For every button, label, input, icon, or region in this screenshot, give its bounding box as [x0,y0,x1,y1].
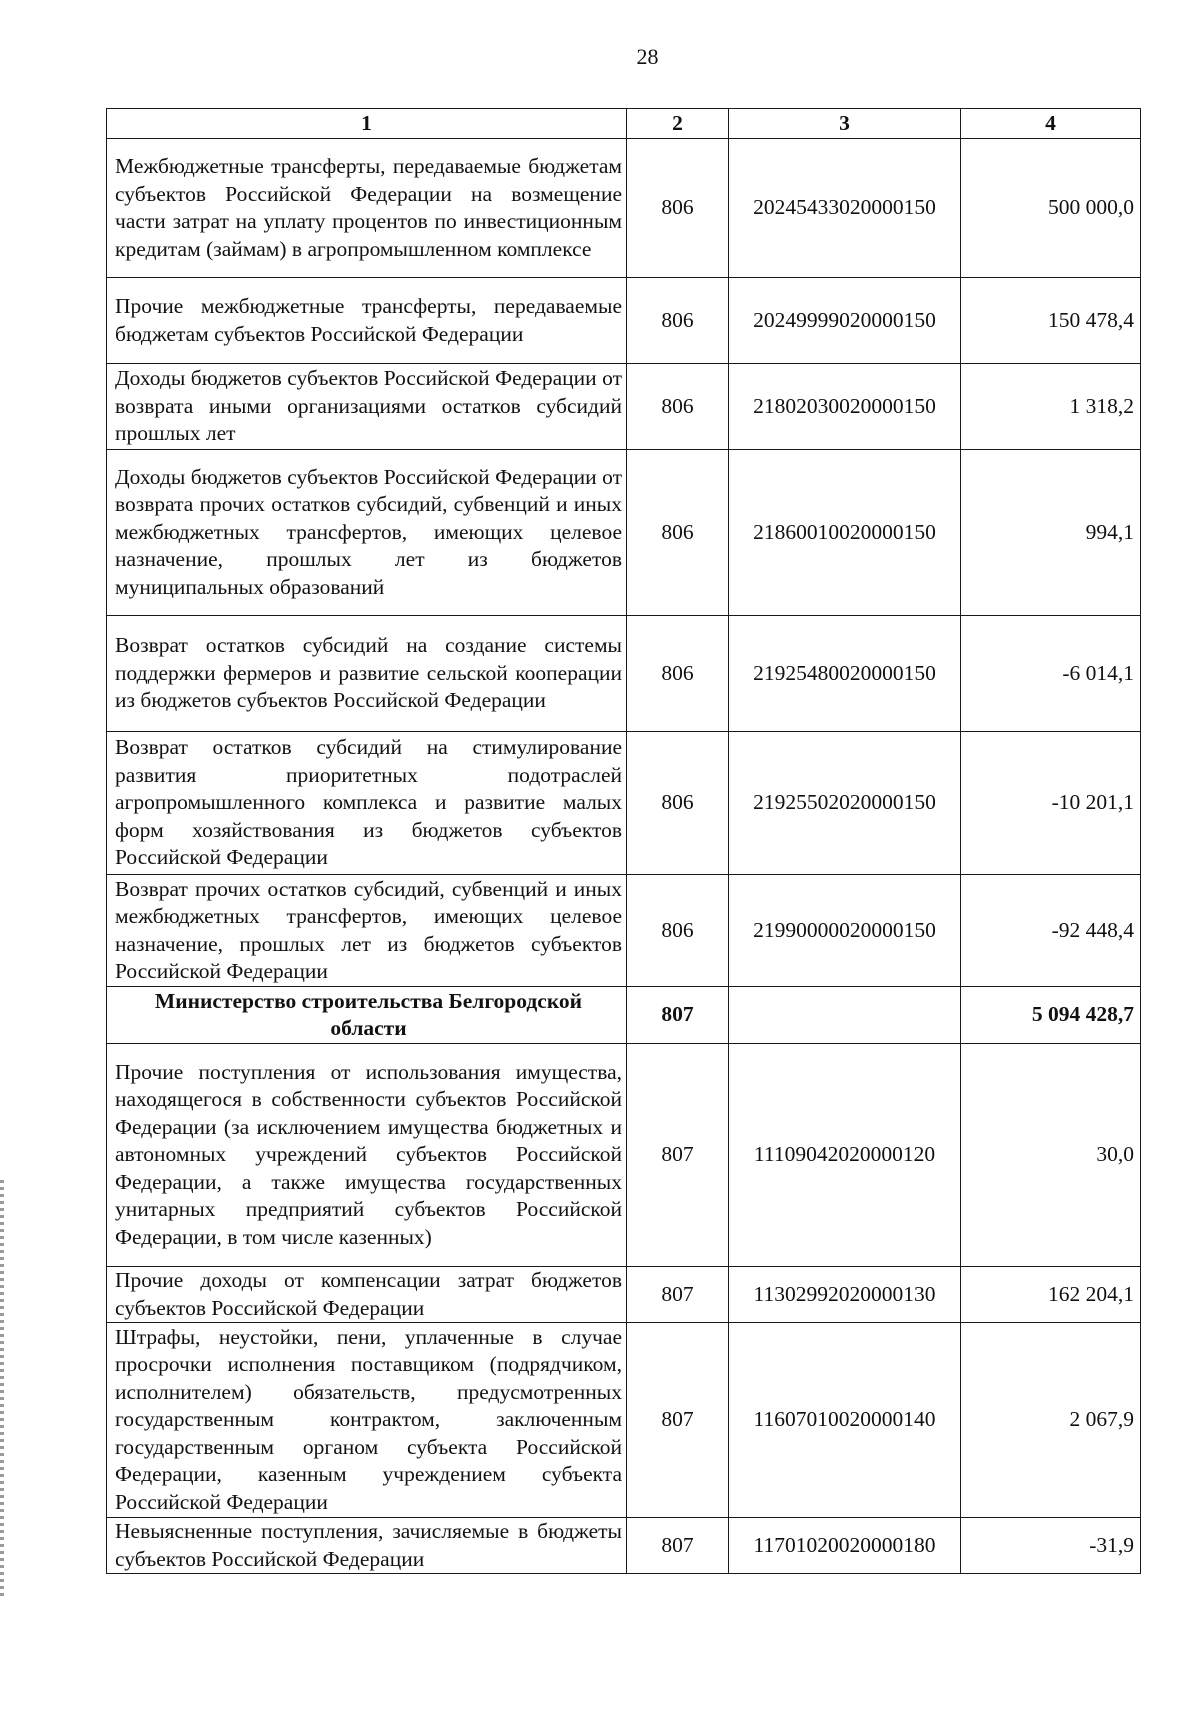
amount-cell: 2 067,9 [961,1323,1141,1518]
administrator-code-cell: 807 [627,1267,729,1323]
table-row [107,364,1141,450]
column-header-1: 1 [107,109,627,139]
amount-cell: 994,1 [961,450,1141,616]
scan-edge-mark [0,1180,4,1600]
amount-cell: -31,9 [961,1518,1141,1574]
table-row [107,732,1141,875]
administrator-code-cell: 806 [627,875,729,987]
revenue-name-cell: Межбюджетные трансферты, передаваемые бюджетам субъектов Российской Федерации на возмещение части затрат на уплату процентов по инвестиционным кредитам (займам) в агропромышленном комплексе [107,139,627,278]
amount-cell: -92 448,4 [961,875,1141,987]
amount-cell: -6 014,1 [961,616,1141,732]
amount-cell: -10 201,1 [961,732,1141,875]
administrator-code-cell: 806 [627,616,729,732]
amount-cell: 500 000,0 [961,139,1141,278]
section-total-cell: 5 094 428,7 [961,987,1141,1044]
column-header-2: 2 [627,109,729,139]
classification-code-cell: 11109042020000120 [729,1044,961,1267]
table-row [107,1267,1141,1323]
table-row [107,875,1141,987]
revenue-name-cell: Прочие доходы от компенсации затрат бюджетов субъектов Российской Федерации [107,1267,627,1323]
administrator-code-cell: 806 [627,364,729,450]
page-number: 28 [636,44,659,69]
classification-code-cell: 21990000020000150 [729,875,961,987]
table-row [107,1323,1141,1518]
revenue-name-cell: Прочие поступления от использования имущества, находящегося в собственности субъектов Российской Федерации (за исключением имущества бюджетных и автономных учреждений субъектов Российской Федерации, а также имущества государственных унитарных предприятий субъектов Российской Федерации, в том числе казенных) [107,1044,627,1267]
administrator-code-cell: 806 [627,278,729,364]
classification-code-cell: 21860010020000150 [729,450,961,616]
classification-code-cell [729,987,961,1044]
column-header-3: 3 [729,109,961,139]
administrator-code-cell: 806 [627,450,729,616]
amount-cell: 30,0 [961,1044,1141,1267]
section-title-cell: Министерство строительства Белгородской области [107,987,627,1044]
administrator-code-cell: 807 [627,1044,729,1267]
revenue-name-cell: Доходы бюджетов субъектов Российской Федерации от возврата иными организациями остатков субсидий прошлых лет [107,364,627,450]
amount-cell: 162 204,1 [961,1267,1141,1323]
classification-code-cell: 21925502020000150 [729,732,961,875]
revenue-name-cell: Прочие межбюджетные трансферты, передаваемые бюджетам субъектов Российской Федерации [107,278,627,364]
revenue-name-cell: Возврат прочих остатков субсидий, субвенций и иных межбюджетных трансфертов, имеющих целевое назначение, прошлых лет из бюджетов субъектов Российской Федерации [107,875,627,987]
administrator-code-cell: 806 [627,139,729,278]
table-row [107,1518,1141,1574]
revenue-table [106,108,1141,1574]
classification-code-cell: 11302992020000130 [729,1267,961,1323]
amount-cell: 150 478,4 [961,278,1141,364]
revenue-name-cell: Возврат остатков субсидий на создание системы поддержки фермеров и развитие сельской кооперации из бюджетов субъектов Российской Федерации [107,616,627,732]
table-row [107,1044,1141,1267]
classification-code-cell: 11701020020000180 [729,1518,961,1574]
classification-code-cell: 20245433020000150 [729,139,961,278]
revenue-name-cell: Невыясненные поступления, зачисляемые в бюджеты субъектов Российской Федерации [107,1518,627,1574]
table-row [107,278,1141,364]
revenue-name-cell: Доходы бюджетов субъектов Российской Федерации от возврата прочих остатков субсидий, субвенций и иных межбюджетных трансфертов, имеющих целевое назначение, прошлых лет из бюджетов муниципальных образований [107,450,627,616]
section-row [107,987,1141,1044]
administrator-code-cell: 806 [627,732,729,875]
administrator-code-cell: 807 [627,987,729,1044]
classification-code-cell: 21925480020000150 [729,616,961,732]
table-row [107,139,1141,278]
administrator-code-cell: 807 [627,1323,729,1518]
revenue-name-cell: Штрафы, неустойки, пени, уплаченные в случае просрочки исполнения поставщиком (подрядчиком, исполнителем) обязательств, предусмотренных государственным контрактом, заключенным государственным органом субъекта Российской Федерации, казенным учреждением субъекта Российской Федерации [107,1323,627,1518]
amount-cell: 1 318,2 [961,364,1141,450]
administrator-code-cell: 807 [627,1518,729,1574]
table-row [107,616,1141,732]
table-row [107,450,1141,616]
classification-code-cell: 11607010020000140 [729,1323,961,1518]
column-header-4: 4 [961,109,1141,139]
table-header-row [107,109,1141,139]
classification-code-cell: 21802030020000150 [729,364,961,450]
revenue-name-cell: Возврат остатков субсидий на стимулирование развития приоритетных подотраслей агропромышленного комплекса и развитие малых форм хозяйствования из бюджетов субъектов Российской Федерации [107,732,627,875]
classification-code-cell: 20249999020000150 [729,278,961,364]
